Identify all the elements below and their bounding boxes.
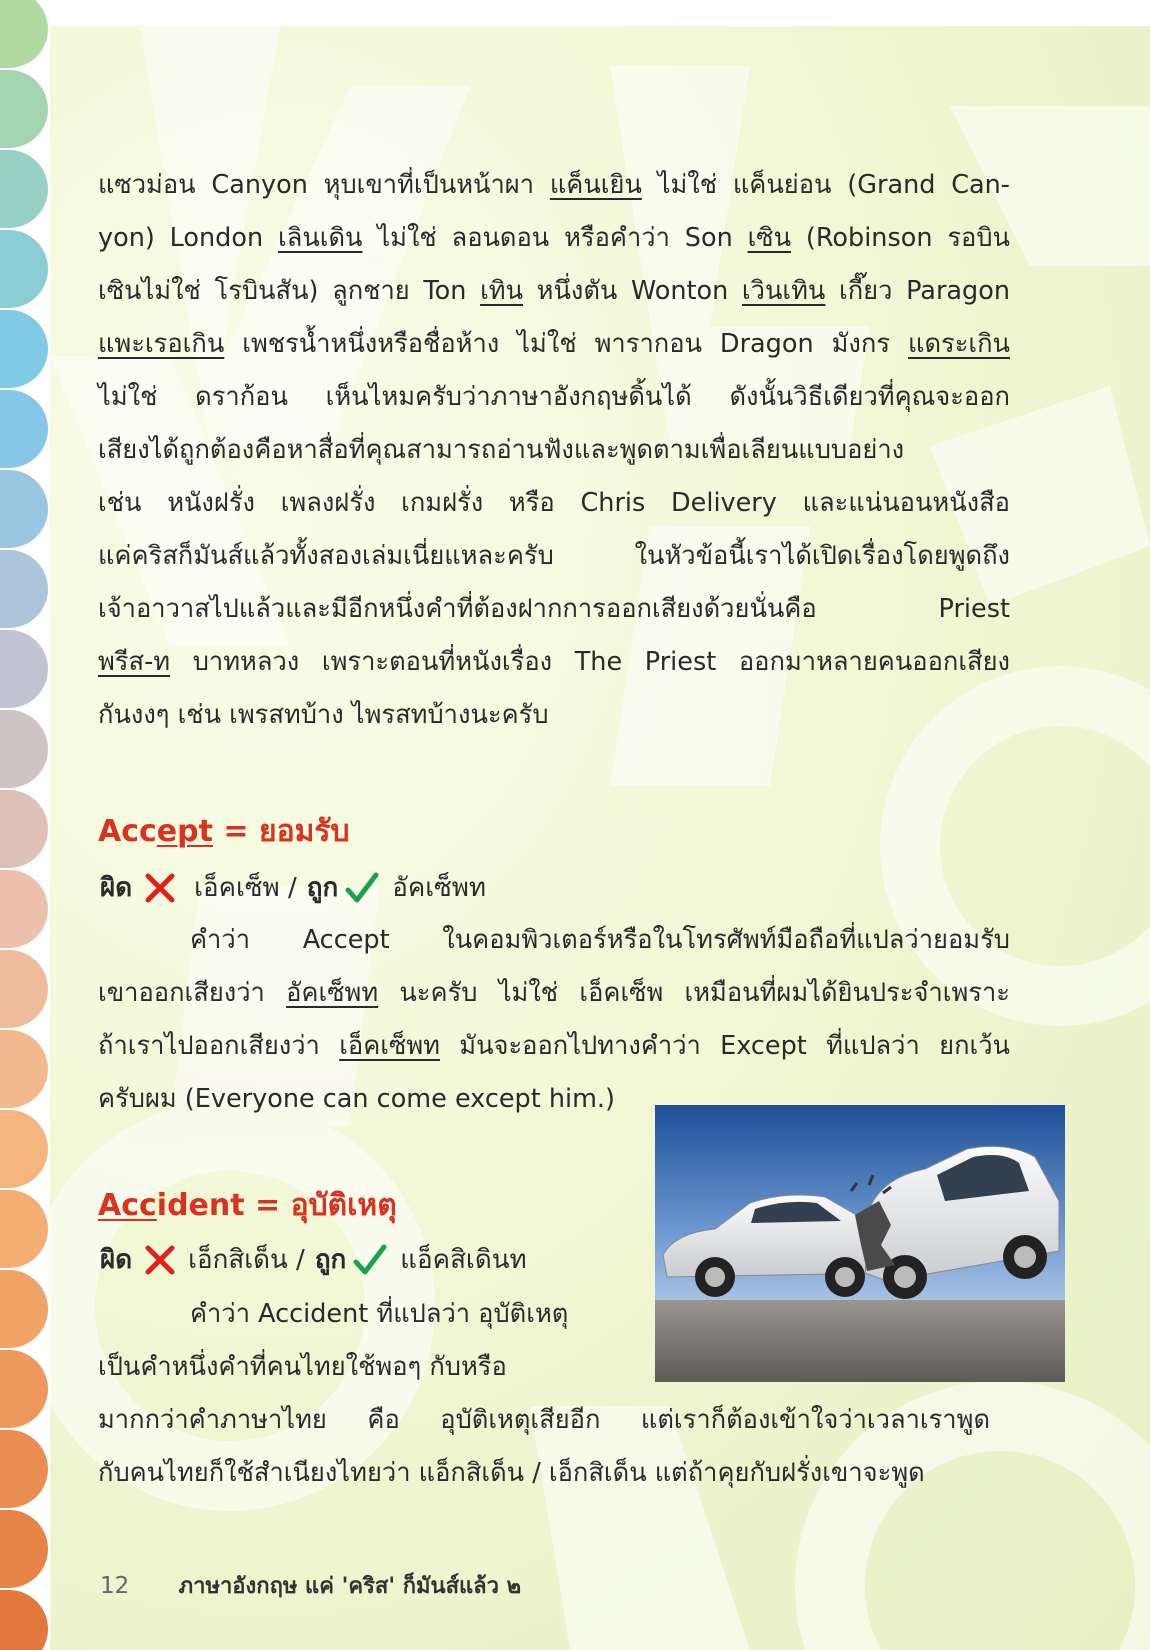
side-tab	[0, 1030, 48, 1108]
accept-wrong-right-row	[100, 868, 486, 908]
underlined-pronunciation: อัคเซ็พท	[286, 978, 379, 1008]
accept-paragraph	[98, 914, 1010, 1126]
accident-wrong-right-row	[100, 1240, 527, 1280]
right-pronunciation: อัคเซ็พท	[392, 873, 487, 903]
side-tab	[0, 470, 48, 548]
intro-line: พรีส-ท บาทหลวง เพราะตอนที่หนังเรื่อง The Priest ออกมาหลายคนออกเสียง	[98, 647, 1010, 677]
accept-line: คำว่า Accept ในคอมพิวเตอร์หรือในโทรศัพท์มือถือที่แปลว่ายอมรับ	[190, 925, 1010, 955]
intro-paragraph	[98, 159, 1010, 742]
side-tab	[0, 630, 48, 708]
accident-line: กับคนไทยก็ใช้สำเนียงไทยว่า แอ็กสิเด็น / เอ็กสิเด็น แต่ถ้าคุยกับฝรั่งเขาจะพูด	[98, 1458, 925, 1488]
side-tab	[0, 1590, 48, 1650]
intro-line: เช่น หนังฝรั่ง เพลงฝรั่ง เกมฝรั่ง หรือ Chris Delivery และแน่นอนหนังสือ	[98, 488, 1010, 518]
right-check-icon	[344, 870, 380, 906]
intro-line: เจ้าอาวาสไปแล้วและมีอีกหนึ่งคำที่ต้องฝากการออกเสียงด้วยนั่นคือ Priest	[98, 594, 1010, 624]
side-color-tabs	[0, 0, 50, 1650]
wrong-pronunciation: เอ็คเซ็พ /	[194, 873, 297, 903]
side-tab	[0, 1350, 48, 1428]
wrong-cross-icon	[142, 1242, 178, 1278]
underlined-pronunciation: เซิน	[747, 223, 792, 253]
side-tab	[0, 1430, 48, 1508]
car-crash-photo	[655, 1105, 1065, 1382]
wrong-label: ผิด	[100, 873, 133, 903]
side-tab	[0, 870, 48, 948]
intro-line: yon) London เลินเดิน ไม่ใช่ ลอนดอน หรือคำว่า Son เซิน (Robinson รอบิน	[98, 223, 1010, 253]
accident-paragraph	[98, 1394, 990, 1500]
underlined-pronunciation: แพะเรอเกิน	[98, 329, 225, 359]
accident-line: มากกว่าคำภาษาไทย คือ อุบัติเหตุเสียอีก แต่เราก็ต้องเข้าใจว่าเวลาเราพูด	[98, 1405, 990, 1435]
accident-line: เป็นคำหนึ่งคำที่คนไทยใช้พอๆ กับหรือ	[98, 1352, 507, 1382]
side-tab	[0, 0, 48, 68]
underlined-pronunciation: เลินเดิน	[277, 223, 363, 253]
wrong-cross-icon	[142, 870, 178, 906]
side-tab	[0, 710, 48, 788]
accept-line: ถ้าเราไปออกเสียงว่า เอ็คเซ็พท มันจะออกไปทางคำว่า Except ที่แปลว่า ยกเว้น	[98, 1031, 1010, 1061]
intro-line: ไม่ใช่ ดราก้อน เห็นไหมครับว่าภาษาอังกฤษดิ้นได้ ดังนั้นวิธีเดียวที่คุณจะออก	[98, 382, 1010, 412]
right-check-icon	[352, 1242, 388, 1278]
accept-heading: Accept = ยอมรับ	[98, 814, 350, 849]
side-tab	[0, 790, 48, 868]
accept-line: ครับผม (Everyone can come except him.)	[98, 1084, 615, 1114]
page-number: 12	[100, 1573, 130, 1599]
accident-paragraph-short	[98, 1288, 618, 1394]
intro-line: แพะเรอเกิน เพชรน้ำหนึ่งหรือชื่อห้าง ไม่ใช่ พารากอน Dragon มังกร แดระเกิน	[98, 329, 1010, 359]
page-footer	[100, 1568, 521, 1603]
underlined-pronunciation: แดระเกิน	[908, 329, 1010, 359]
underlined-pronunciation: เวินเทิน	[741, 276, 826, 306]
underlined-pronunciation: เทิน	[480, 276, 524, 306]
side-tab	[0, 1510, 48, 1588]
side-tab	[0, 390, 48, 468]
intro-line: แค่คริสก็มันส์แล้วทั้งสองเล่มเนี่ยแหละครับ ในหัวข้อนี้เราได้เปิดเรื่องโดยพูดถึง	[98, 541, 1010, 571]
accident-line: คำว่า Accident ที่แปลว่า อุบัติเหตุ	[190, 1299, 569, 1329]
intro-line: แซวม่อน Canyon หุบเขาที่เป็นหน้าผา แค็นเยิน ไม่ใช่ แค็นย่อน (Grand Can-	[98, 170, 1010, 200]
book-title: ภาษาอังกฤษ แค่ 'คริส' ก็มันส์แล้ว ๒	[178, 1574, 522, 1599]
side-tab	[0, 550, 48, 628]
side-tab	[0, 1110, 48, 1188]
accept-line: เขาออกเสียงว่า อัคเซ็พท นะครับ ไม่ใช่ เอ็คเซ็พ เหมือนที่ผมได้ยินประจำเพราะ	[98, 978, 1011, 1008]
wrong-label: ผิด	[100, 1245, 133, 1275]
side-tab	[0, 150, 48, 228]
right-label: ถูก	[306, 873, 339, 903]
underlined-pronunciation: พรีส-ท	[98, 647, 171, 677]
side-tab	[0, 70, 48, 148]
side-tab	[0, 230, 48, 308]
side-tab	[0, 950, 48, 1028]
side-tab	[0, 1270, 48, 1348]
right-label: ถูก	[314, 1245, 347, 1275]
right-pronunciation: แอ็คสิเดินท	[400, 1245, 527, 1275]
intro-line: กันงงๆ เช่น เพรสทบ้าง ไพรสทบ้างนะครับ	[98, 700, 549, 730]
accident-heading: Accident = อุบัติเหตุ	[98, 1188, 397, 1223]
intro-line: เสียงได้ถูกต้องคือหาสื่อที่คุณสามารถอ่านฟังและพูดตามเพื่อเลียนแบบอย่าง	[98, 435, 905, 465]
wrong-pronunciation: เอ็กสิเด็น /	[188, 1245, 305, 1275]
side-tab	[0, 310, 48, 388]
underlined-pronunciation: เอ็คเซ็พท	[339, 1031, 440, 1061]
underlined-pronunciation: แค็นเยิน	[549, 170, 642, 200]
side-tab	[0, 1190, 48, 1268]
intro-line: เซินไม่ใช่ โรบินสัน) ลูกชาย Ton เทิน หนึ่งตัน Wonton เวินเทิน เกี๊ยว Paragon	[98, 276, 1010, 306]
